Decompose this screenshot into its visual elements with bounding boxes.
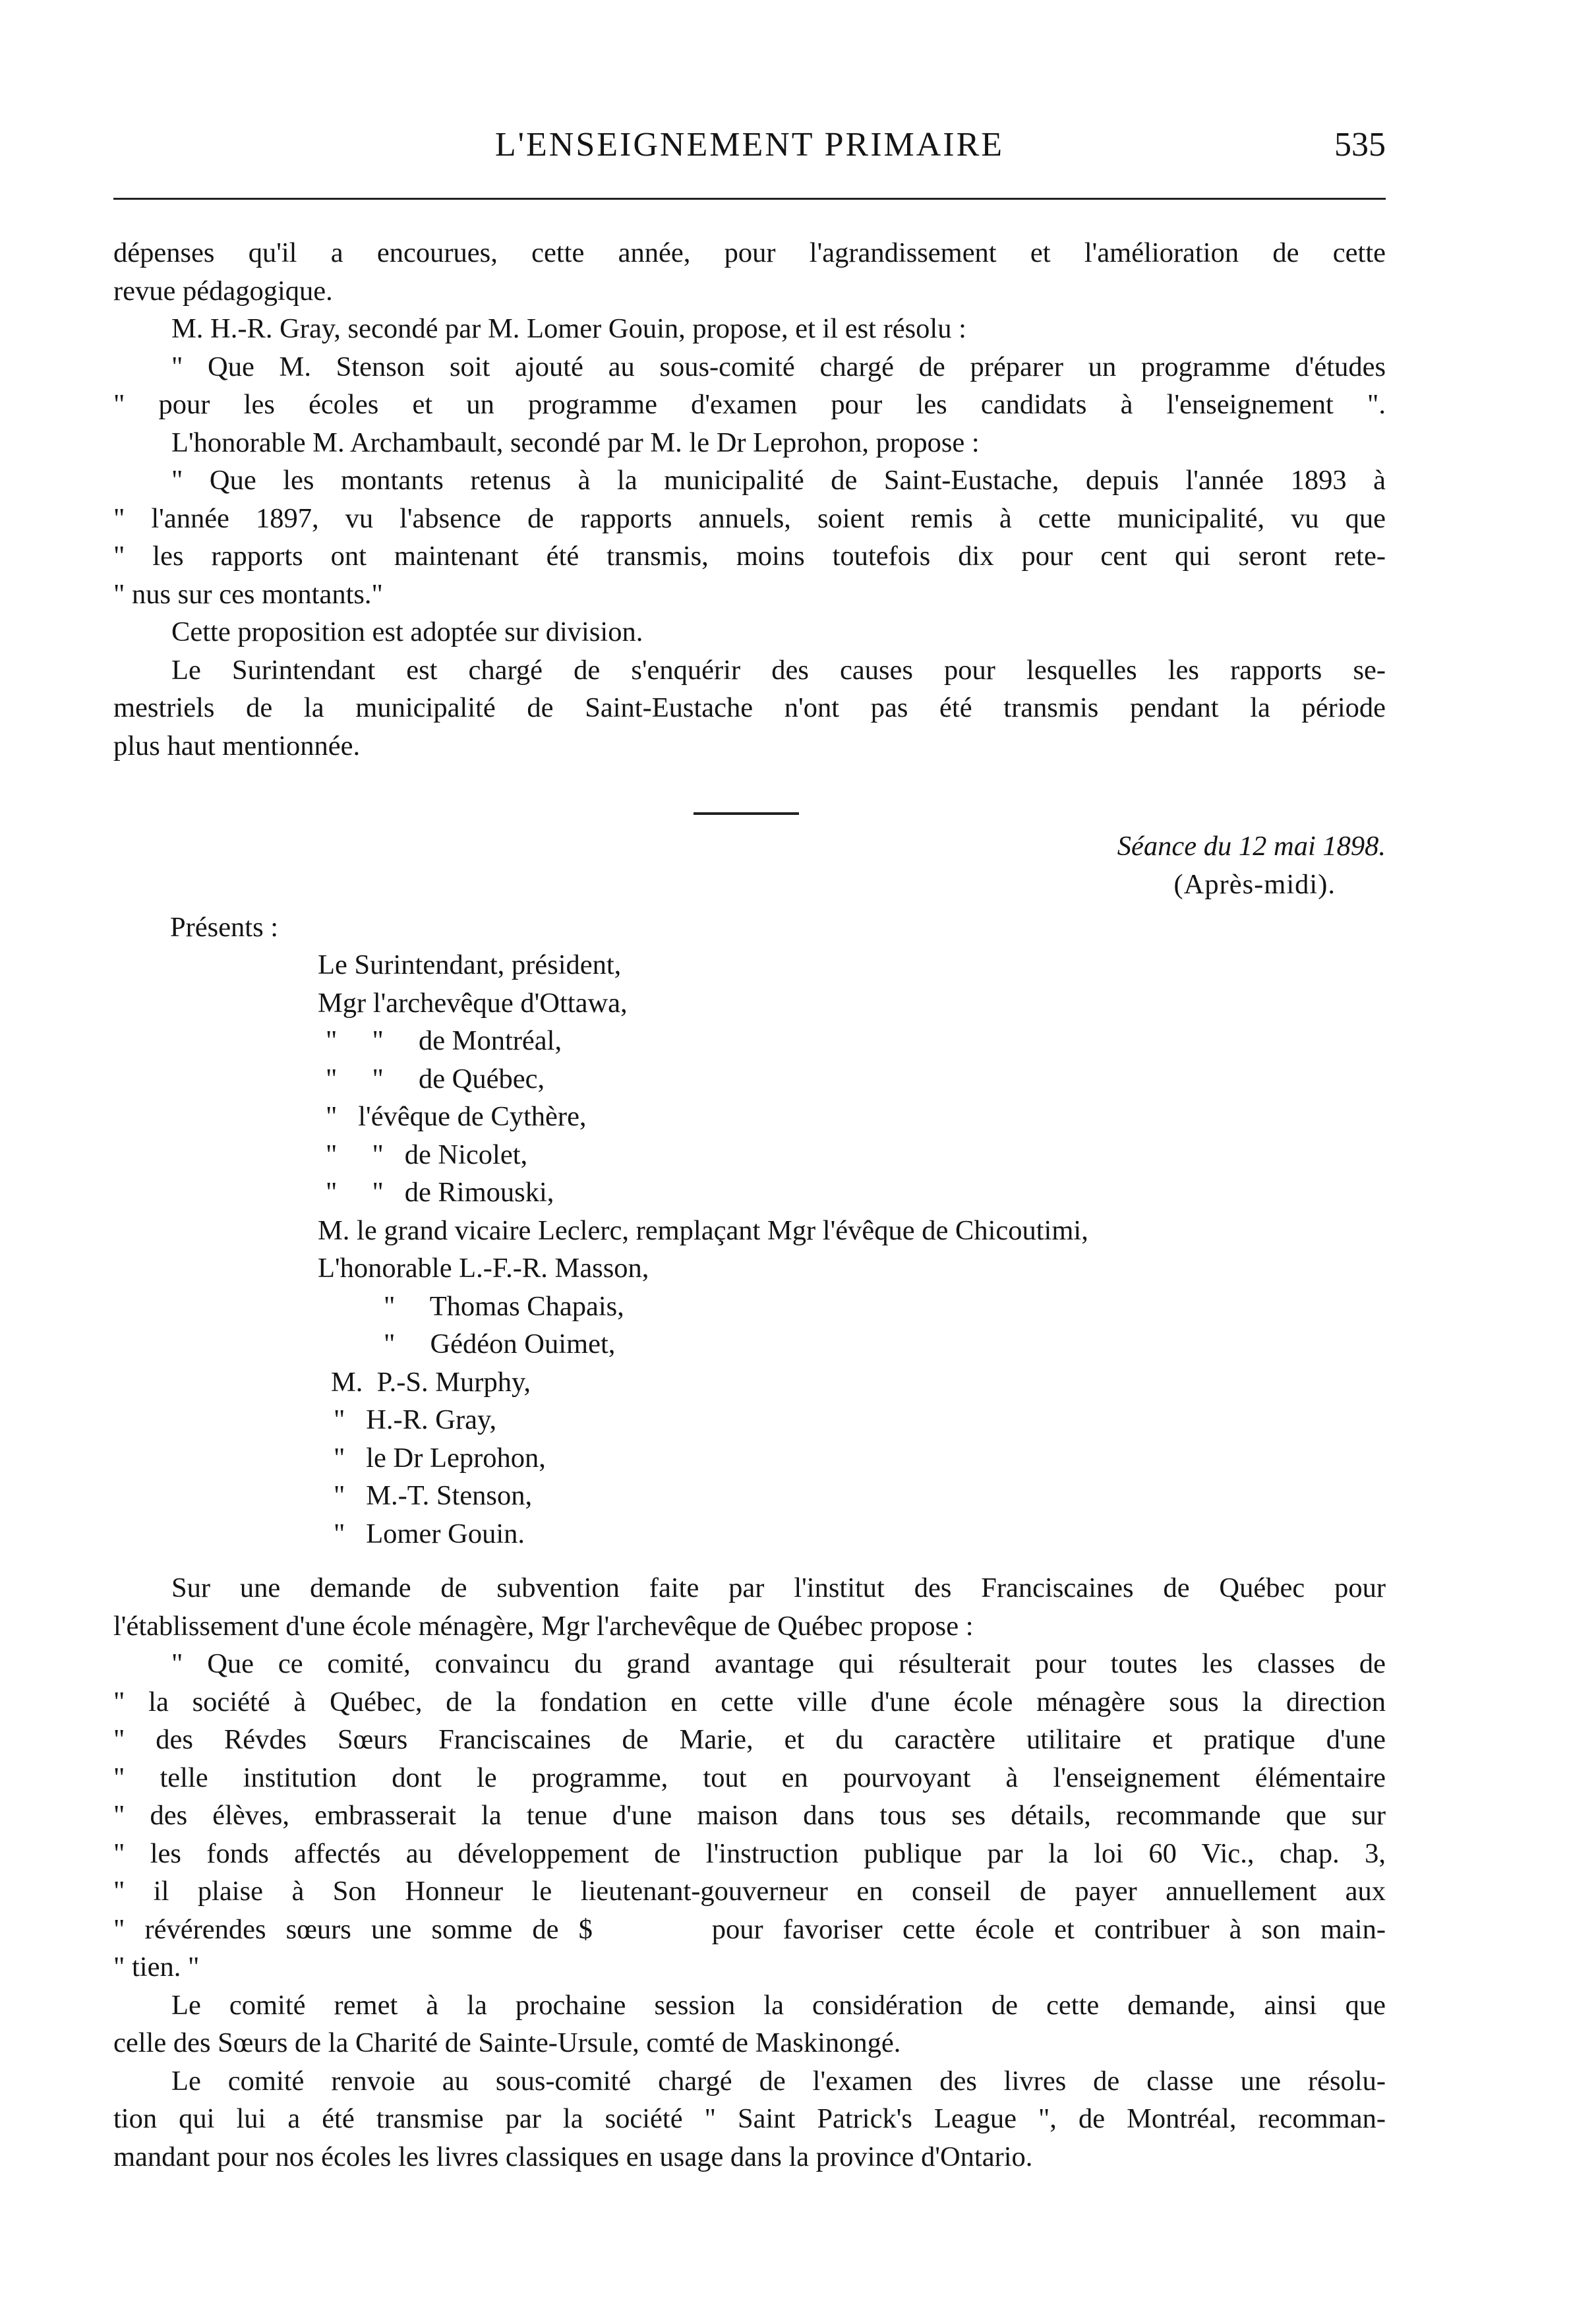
text-line: " telle institution dont le programme, tout en pourvoyant à l'enseignement élémentaire xyxy=(113,1762,1386,1793)
text-line: Le comité renvoie au sous-comité chargé de l'examen des livres de classe une résolu- xyxy=(171,2065,1386,2097)
top-text-block xyxy=(113,234,1386,765)
page-number: 535 xyxy=(1334,126,1386,164)
presents-label: Présents : xyxy=(170,912,279,943)
attendee: L'honorable L.-F.-R. Masson, xyxy=(318,1253,649,1284)
text-line: " tien. " xyxy=(113,1952,200,1983)
text-line: " révérendes sœurs une somme de $ pour favoriser cette école et contribuer à son main- xyxy=(113,1913,1386,1945)
attendee: " H.-R. Gray, xyxy=(334,1404,497,1435)
attendee-list xyxy=(318,946,1088,1553)
text-line: dépenses qu'il a encourues, cette année, pour l'agrandissement et l'amélioration de cette xyxy=(113,237,1386,268)
seance-subtitle: (Après-midi). xyxy=(1173,869,1336,900)
header-rule xyxy=(113,198,1386,200)
text-line: M. H.-R. Gray, secondé par M. Lomer Gouin, propose, et il est résolu : xyxy=(171,313,966,344)
running-title: L'ENSEIGNEMENT PRIMAIRE xyxy=(494,126,1005,164)
attendee: Le Surintendant, président, xyxy=(318,949,622,980)
attendee: " " de Québec, xyxy=(326,1063,545,1094)
text-line: mestriels de la municipalité de Saint-Eustache n'ont pas été transmis pendant la période xyxy=(113,692,1386,723)
seance-heading xyxy=(1117,827,1386,866)
attendee: Mgr l'archevêque d'Ottawa, xyxy=(318,987,628,1019)
text-line: mandant pour nos écoles les livres classiques en usage dans la province d'Ontario. xyxy=(113,2141,1033,2172)
text-line: " l'année 1897, vu l'absence de rapports annuels, soient remis à cette municipalité, vu que xyxy=(113,502,1386,534)
text-line: revue pédagogique. xyxy=(113,275,333,307)
page-header xyxy=(113,125,1386,171)
attendee: " Thomas Chapais, xyxy=(384,1290,624,1322)
text-line: Cette proposition est adoptée sur division. xyxy=(171,616,643,647)
attendee: " le Dr Leprohon, xyxy=(334,1442,546,1474)
seance-title: Séance du 12 mai 1898. xyxy=(1117,831,1386,862)
text-line: " pour les écoles et un programme d'examen pour les candidats à l'enseignement ". xyxy=(113,389,1386,420)
attendee: " Lomer Gouin. xyxy=(334,1518,525,1549)
text-line: " les fonds affectés au développement de l'instruction publique par la loi 60 Vic., chap. 3, xyxy=(113,1837,1386,1869)
section-separator xyxy=(694,812,799,815)
attendee: M. le grand vicaire Leclerc, remplaçant Mgr l'évêque de Chicoutimi, xyxy=(318,1214,1088,1246)
text-line: " il plaise à Son Honneur le lieutenant-gouverneur en conseil de payer annuellement aux xyxy=(113,1876,1386,1907)
attendee: M. P.-S. Murphy, xyxy=(331,1366,531,1398)
text-line: plus haut mentionnée. xyxy=(113,730,361,761)
attendee: " Gédéon Ouimet, xyxy=(384,1329,616,1359)
text-line: tion qui lui a été transmise par la société " Saint Patrick's League ", de Montréal, recomman- xyxy=(113,2103,1386,2134)
text-line: l'établissement d'une école ménagère, Mgr l'archevêque de Québec propose : xyxy=(113,1610,974,1642)
text-line: " Que M. Stenson soit ajouté au sous-comité chargé de préparer un programme d'études xyxy=(171,351,1386,382)
text-line: " Que les montants retenus à la municipalité de Saint-Eustache, depuis l'année 1893 à xyxy=(171,465,1386,496)
text-line: Sur une demande de subvention faite par l'institut des Franciscaines de Québec pour xyxy=(171,1572,1386,1603)
text-line: " Que ce comité, convaincu du grand avantage qui résulterait pour toutes les classes de xyxy=(171,1648,1386,1679)
bottom-text-block xyxy=(113,1569,1386,2176)
text-line: " nus sur ces montants." xyxy=(113,578,383,610)
text-line: Le Surintendant est chargé de s'enquérir des causes pour lesquelles les rapports se- xyxy=(171,654,1386,686)
text-line: " les rapports ont maintenant été transmis, moins toutefois dix pour cent qui seront rete- xyxy=(113,541,1386,572)
attendee: " " de Nicolet, xyxy=(326,1139,528,1170)
text-line: L'honorable M. Archambault, secondé par M. le Dr Leprohon, propose : xyxy=(171,427,980,458)
text-line: " la société à Québec, de la fondation en cette ville d'une école ménagère sous la direction xyxy=(113,1686,1386,1717)
text-line: " des élèves, embrasserait la tenue d'une maison dans tous ses détails, recommande que sur xyxy=(113,1800,1386,1831)
text-line: " des Révdes Sœurs Franciscaines de Marie, et du caractère utilitaire et pratique d'une xyxy=(113,1724,1386,1755)
attendee: " M.-T. Stenson, xyxy=(334,1480,533,1511)
text-line: celle des Sœurs de la Charité de Sainte-Ursule, comté de Maskinongé. xyxy=(113,2027,901,2058)
attendee: " l'évêque de Cythère, xyxy=(326,1101,587,1132)
attendee: " " de Rimouski, xyxy=(326,1177,554,1208)
attendee: " " de Montréal, xyxy=(326,1025,562,1056)
text-line: Le comité remet à la prochaine session la considération de cette demande, ainsi que xyxy=(171,1989,1386,2021)
